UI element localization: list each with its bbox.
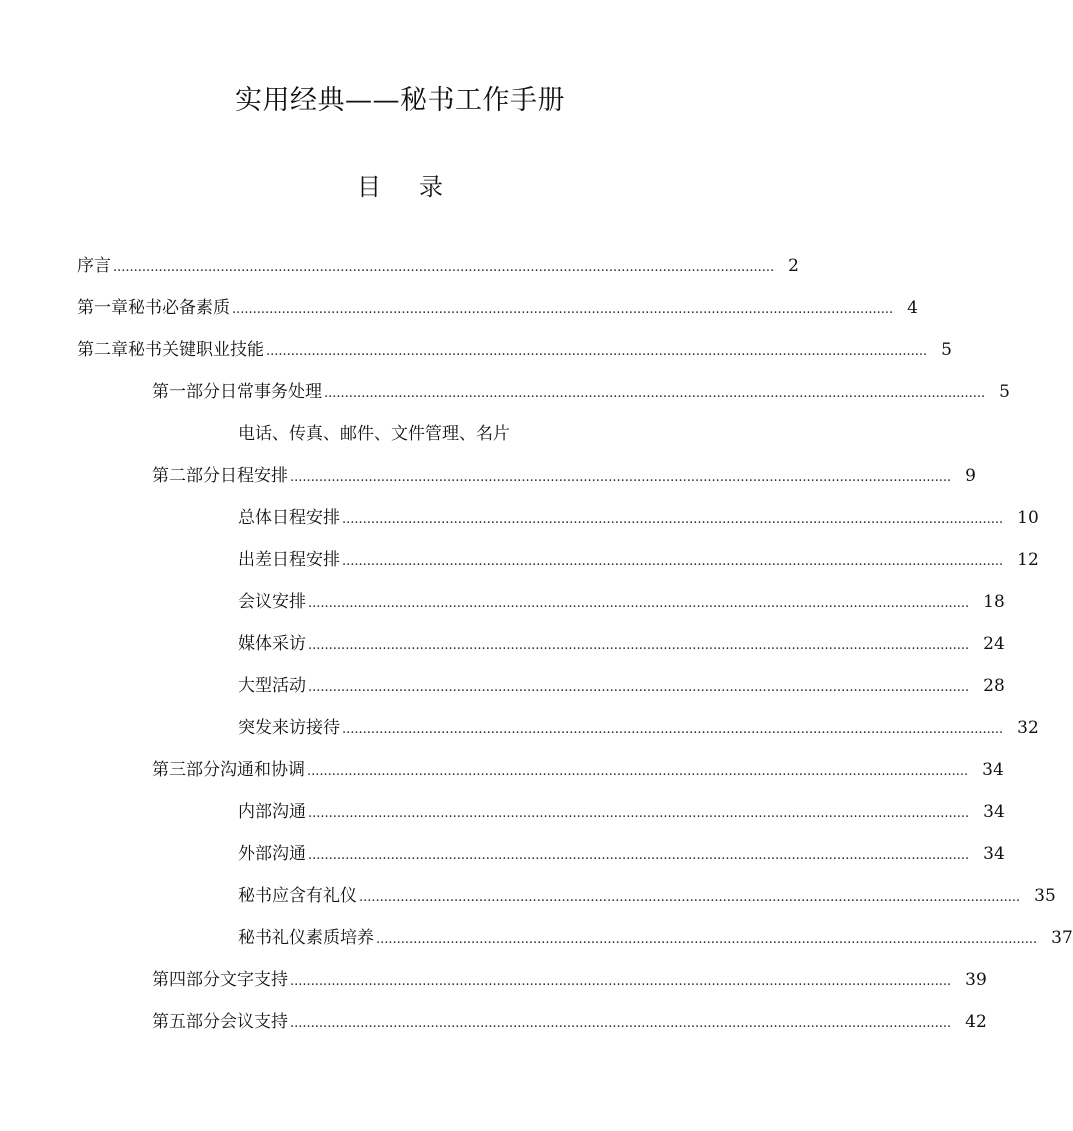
toc-leader-dots: ................................................................................................................................................................ <box>232 302 894 317</box>
toc-entry-label: 总体日程安排 <box>238 508 340 528</box>
toc-entry-sudden-visit[interactable] <box>238 716 1039 740</box>
toc-entry-prefix: 第四部分 <box>152 970 220 990</box>
toc-subtopic-list: 电话、传真、邮件、文件管理、名片 <box>238 424 510 444</box>
toc-entry-travel-schedule[interactable] <box>238 548 1039 572</box>
toc-entry-overall-schedule[interactable] <box>238 506 1039 530</box>
toc-leader-dots: ................................................................................................................................................................ <box>342 512 1004 527</box>
toc-leader-dots: ................................................................................................................................................................ <box>376 932 1038 947</box>
toc-entry-prefix: 第一部分 <box>152 382 220 402</box>
toc-leader-dots: ................................................................................................................................................................ <box>308 638 970 653</box>
toc-entry-page: 5 <box>999 382 1010 402</box>
toc-entry-page: 28 <box>983 676 1005 696</box>
toc-entry-label: 突发来访接待 <box>238 718 340 738</box>
toc-leader-dots: ................................................................................................................................................................ <box>342 554 1004 569</box>
toc-entry-part-2[interactable] <box>152 464 976 488</box>
toc-leader-dots: ................................................................................................................................................................ <box>324 386 986 401</box>
toc-leader-dots: ................................................................................................................................................................ <box>308 680 970 695</box>
toc-entry-prefix: 第二章 <box>77 340 128 360</box>
toc-leader-dots: ................................................................................................................................................................ <box>290 470 952 485</box>
toc-leader-dots: ................................................................................................................................................................ <box>307 764 969 779</box>
toc-entry-page: 12 <box>1017 550 1039 570</box>
toc-leader-dots: ................................................................................................................................................................ <box>359 890 1021 905</box>
toc-entry-meeting-arrangement[interactable] <box>238 590 1005 614</box>
toc-entry-prefix: 第五部分 <box>152 1012 220 1032</box>
toc-entry-page: 4 <box>907 298 918 318</box>
toc-leader-dots: ................................................................................................................................................................ <box>290 974 952 989</box>
toc-entry-page: 2 <box>788 256 799 276</box>
toc-entry-preface[interactable] <box>77 254 799 278</box>
toc-entry-label: 秘书关键职业技能 <box>128 340 264 360</box>
toc-entry-label: 外部沟通 <box>238 844 306 864</box>
toc-leader-dots: ................................................................................................................................................................ <box>290 1016 952 1031</box>
toc-entry-page: 32 <box>1017 718 1039 738</box>
document-title: 实用经典——秘书工作手册 <box>235 85 565 116</box>
toc-entry-prefix: 第二部分 <box>152 466 220 486</box>
toc-entry-label: 文字支持 <box>220 970 288 990</box>
toc-leader-dots: ................................................................................................................................................................ <box>308 848 970 863</box>
toc-entry-page: 39 <box>965 970 987 990</box>
toc-entry-label: 秘书应含有礼仪 <box>238 886 357 906</box>
toc-entry-chapter-1[interactable] <box>77 296 918 320</box>
toc-entry-large-events[interactable] <box>238 674 1005 698</box>
toc-heading-left: 目 <box>357 173 381 201</box>
toc-entry-label: 内部沟通 <box>238 802 306 822</box>
toc-heading-right: 录 <box>419 173 443 201</box>
toc-entry-page: 34 <box>983 802 1005 822</box>
toc-entry-page: 42 <box>965 1012 987 1032</box>
toc-entry-page: 9 <box>965 466 976 486</box>
toc-entry-part-3[interactable] <box>152 758 1004 782</box>
toc-entry-label: 出差日程安排 <box>238 550 340 570</box>
toc-leader-dots: ................................................................................................................................................................ <box>113 260 775 275</box>
toc-entry-page: 10 <box>1017 508 1039 528</box>
toc-entry-etiquette[interactable] <box>238 884 1056 908</box>
toc-entry-page: 18 <box>983 592 1005 612</box>
toc-entry-label: 沟通和协调 <box>220 760 305 780</box>
toc-heading <box>0 167 800 202</box>
toc-leader-dots: ................................................................................................................................................................ <box>308 596 970 611</box>
toc-entry-internal-communication[interactable] <box>238 800 1005 824</box>
toc-entry-part-4[interactable] <box>152 968 987 992</box>
toc-entry-page: 35 <box>1034 886 1056 906</box>
toc-entry-label: 日常事务处理 <box>220 382 322 402</box>
toc-entry-part-5[interactable] <box>152 1010 987 1034</box>
toc-entry-label: 秘书礼仪素质培养 <box>238 928 374 948</box>
toc-entry-part-1[interactable] <box>152 380 1010 404</box>
toc-entry-label: 会议安排 <box>238 592 306 612</box>
toc-leader-dots: ................................................................................................................................................................ <box>266 344 928 359</box>
toc-leader-dots: ................................................................................................................................................................ <box>342 722 1004 737</box>
toc-entry-media-interview[interactable] <box>238 632 1005 656</box>
toc-entry-page: 5 <box>941 340 952 360</box>
toc-entry-label: 大型活动 <box>238 676 306 696</box>
toc-entry-prefix: 第一章 <box>77 298 128 318</box>
toc-entry-label: 秘书必备素质 <box>128 298 230 318</box>
toc-entry-label: 媒体采访 <box>238 634 306 654</box>
toc-entry-external-communication[interactable] <box>238 842 1005 866</box>
toc-entry-label: 日程安排 <box>220 466 288 486</box>
toc-entry-label: 序言 <box>77 256 111 276</box>
toc-entry-label: 会议支持 <box>220 1012 288 1032</box>
toc-entry-prefix: 第三部分 <box>152 760 220 780</box>
toc-entry-chapter-2[interactable] <box>77 338 952 362</box>
toc-entry-page: 34 <box>983 844 1005 864</box>
toc-entry-etiquette-training[interactable] <box>238 926 1073 950</box>
toc-entry-page: 37 <box>1051 928 1073 948</box>
toc-leader-dots: ................................................................................................................................................................ <box>308 806 970 821</box>
toc-entry-page: 34 <box>982 760 1004 780</box>
toc-entry-page: 24 <box>983 634 1005 654</box>
